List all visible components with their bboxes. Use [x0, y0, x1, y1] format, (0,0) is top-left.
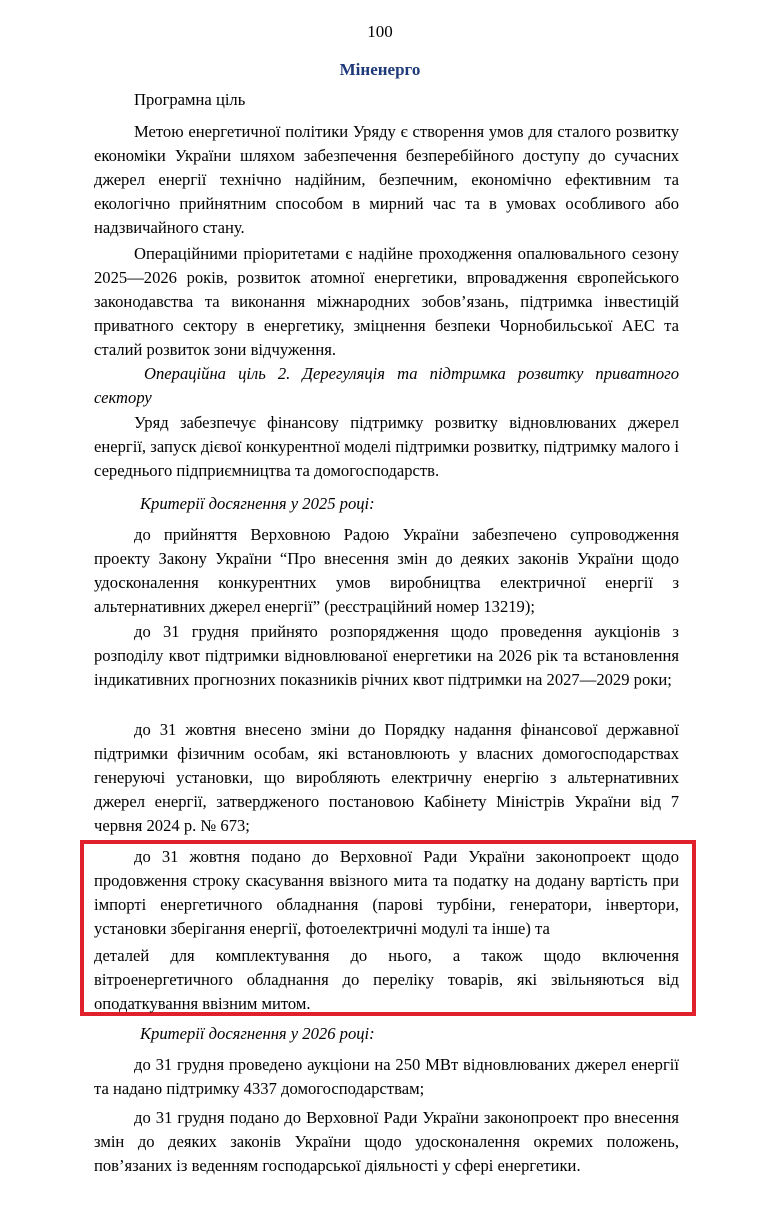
section-label: Програмна ціль — [134, 90, 246, 109]
highlighted-item-part1: до 31 жовтня подано до Верховної Ради України законопроект щодо продовження строку скасування ввізного мита та податку на додану вартість при імпорті енергетичного обладнання (парові турбіни, генератори, інвертори, установки зберігання енергії, фотоелектричні модулі та інше) та — [94, 847, 679, 938]
criteria-2026-item: до 31 грудня подано до Верховної Ради України законопроект про внесення змін до деяких законів України щодо удосконалення окремих положень, пов’язаних із веденням господарської діяльності у сфері енергетики. — [94, 1108, 679, 1175]
ministry-heading: Міненерго — [339, 60, 421, 79]
goal2-paragraph: Уряд забезпечує фінансову підтримку розвитку відновлюваних джерел енергії, запуск дієвої конкурентної моделі підтримки розвитку, підтримку малого і середнього підприємництва та домогосподарств. — [94, 413, 679, 480]
priorities-paragraph: Операційними пріоритетами є надійне проходження опалювального сезону 2025—2026 років, розвиток атомної енергетики, впровадження європейського законодавства та виконання міжнародних зобов’язань, підтримка інвестицій приватного сектору в енергетику, зміцнення безпеки Чорнобильської АЕС та сталий розвиток зони відчуження. — [94, 244, 679, 359]
criteria-2025-heading: Критерії досягнення у 2025 році: — [140, 494, 375, 513]
criteria-2025-item: до 31 жовтня внесено зміни до Порядку надання фінансової державної підтримки фізичним особам, які встановлюють у власних домогосподарствах генеруючі установки, що виробляють електричну енергію з альтернативних джерел енергії, затвердженого постановою Кабінету Міністрів України від 7 червня 2024 р. № 673; — [94, 720, 679, 835]
criteria-2025-item: до прийняття Верховною Радою України забезпечено супроводження проекту Закону України “Про внесення змін до деяких законів України щодо удосконалення конкурентних умов виробництва електричної енергії з альтернативних джерел енергії” (реєстраційний номер 13219); — [94, 525, 679, 616]
highlighted-item-part2: деталей для комплектування до нього, а також щодо включення вітроенергетичного обладнання до переліку товарів, які звільняються від оподаткування ввізним митом. — [94, 946, 679, 1013]
criteria-2025-item: до 31 грудня прийнято розпорядження щодо проведення аукціонів з розподілу квот підтримки відновлюваної енергетики на 2026 рік та встановлення індикативних прогнозних показників річних квот підтримки на 2027—2029 роки; — [94, 622, 679, 689]
criteria-2026-item: до 31 грудня проведено аукціони на 250 МВт відновлюваних джерел енергії та надано підтримку 4337 домогосподарствам; — [94, 1055, 679, 1098]
operational-goal-heading: Операційна ціль 2. Дерегуляція та підтримка розвитку приватного сектору — [94, 364, 679, 407]
criteria-2026-heading: Критерії досягнення у 2026 році: — [140, 1024, 375, 1043]
page-number: 100 — [367, 22, 393, 41]
goal-paragraph: Метою енергетичної політики Уряду є створення умов для сталого розвитку економіки України шляхом забезпечення безперебійного доступу до сучасних джерел енергії технічно надійним, безпечним, економічно ефективним та екологічно прийнятним способом в мирний час та в умовах особливого або надзвичайного стану. — [94, 122, 679, 237]
